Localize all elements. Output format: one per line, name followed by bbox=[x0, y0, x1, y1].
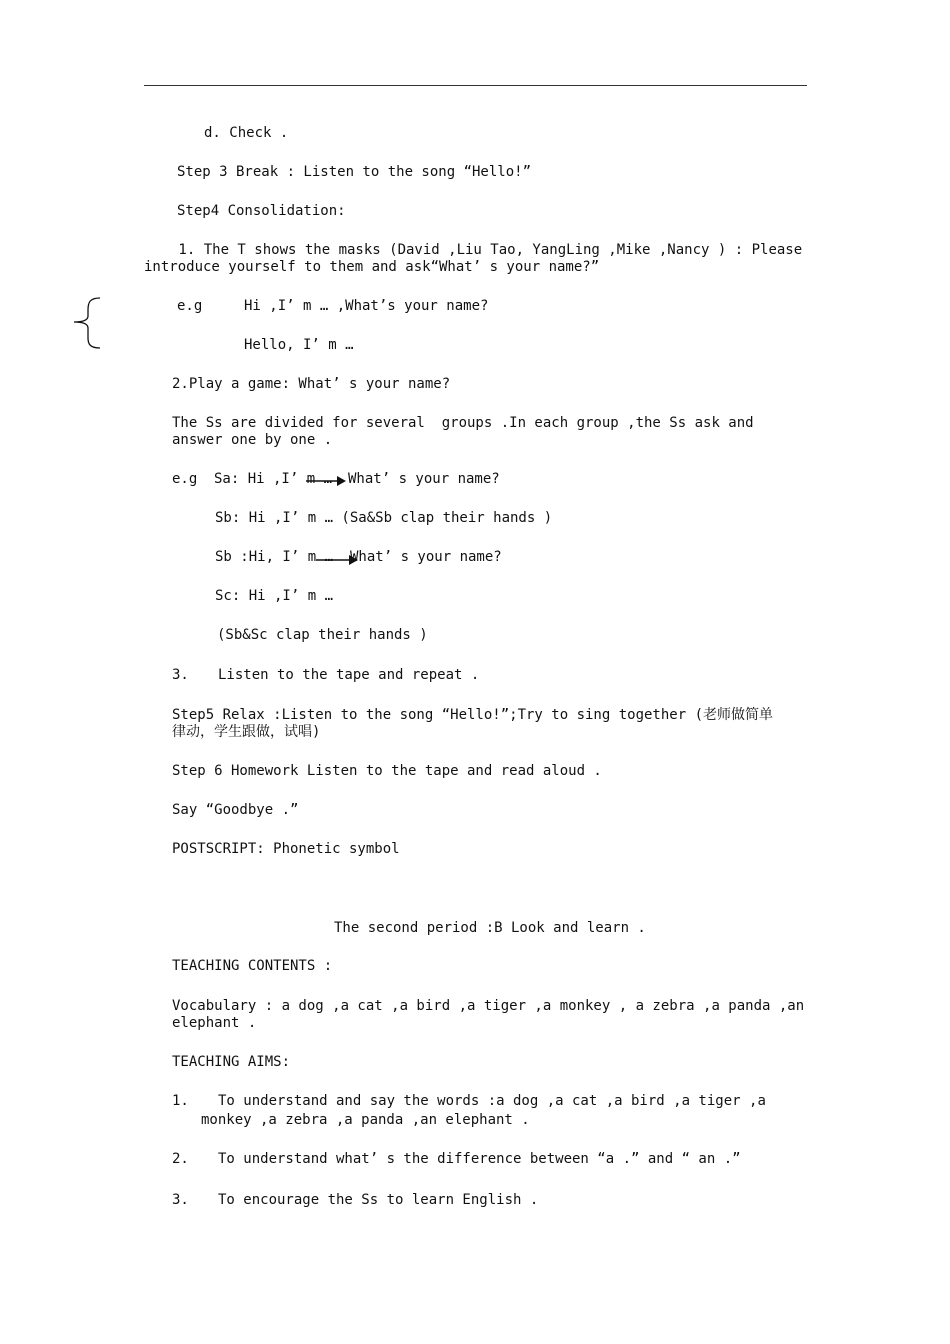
eg2-label: e.g bbox=[172, 471, 198, 487]
eg1-reply: Hello, I’ m … bbox=[244, 337, 354, 353]
sb-question: What’ s your name? bbox=[350, 549, 502, 565]
arrow-right-icon bbox=[306, 474, 348, 488]
item1-line2: introduce yourself to them and ask“What’ s your name?” bbox=[144, 259, 600, 275]
aim3-number: 3. bbox=[172, 1192, 189, 1208]
item3-text: Listen to the tape and repeat . bbox=[218, 667, 480, 683]
left-brace-icon bbox=[70, 296, 104, 350]
sb-line2: Sb :Hi, I’ m … bbox=[215, 549, 334, 565]
period-title: The second period :B Look and learn . bbox=[334, 920, 646, 936]
step5-line1: Step5 Relax :Listen to the song “Hello!”;Try to sing together (老师做简单 bbox=[172, 707, 774, 723]
eg1-text: Hi ,I’ m … ,What’s your name? bbox=[244, 298, 489, 314]
say-goodbye: Say “Goodbye .” bbox=[172, 802, 299, 818]
header-rule bbox=[144, 85, 807, 86]
teaching-aims-heading: TEACHING AIMS: bbox=[172, 1054, 291, 1070]
groups-line1: The Ss are divided for several groups .In each group ,the Ss ask and bbox=[172, 415, 754, 431]
sb-line1: Sb: Hi ,I’ m … (Sa&Sb clap their hands ) bbox=[215, 510, 553, 526]
teaching-contents-heading: TEACHING CONTENTS : bbox=[172, 958, 333, 974]
step-check: d. Check . bbox=[204, 125, 289, 141]
item3-number: 3. bbox=[172, 667, 189, 683]
postscript: POSTSCRIPT: Phonetic symbol bbox=[172, 841, 400, 857]
aim3-text: To encourage the Ss to learn English . bbox=[218, 1192, 539, 1208]
step5-line2: 律动，学生跟做，试唱) bbox=[172, 724, 321, 740]
sa-line: Sa: Hi ,I’ m … bbox=[214, 471, 333, 487]
vocabulary-line2: elephant . bbox=[172, 1015, 257, 1031]
aim1-number: 1. bbox=[172, 1093, 189, 1109]
aim1-line1: To understand and say the words :a dog ,a cat ,a bird ,a tiger ,a bbox=[218, 1093, 766, 1109]
item2-heading: 2.Play a game: What’ s your name? bbox=[172, 376, 451, 392]
item1-line1: 1. The T shows the masks (David ,Liu Tao, YangLing ,Mike ,Nancy ) : Please bbox=[170, 242, 803, 258]
step3-heading: Step 3 Break : Listen to the song “Hello!” bbox=[177, 164, 532, 180]
sa-question: What’ s your name? bbox=[348, 471, 500, 487]
sc-line: Sc: Hi ,I’ m … bbox=[215, 588, 334, 604]
groups-line2: answer one by one . bbox=[172, 432, 333, 448]
aim1-line2: monkey ,a zebra ,a panda ,an elephant . bbox=[201, 1112, 530, 1128]
vocabulary-line1: Vocabulary : a dog ,a cat ,a bird ,a tiger ,a monkey , a zebra ,a panda ,an bbox=[172, 998, 805, 1014]
aim2-text: To understand what’ s the difference between “a .” and “ an .” bbox=[218, 1151, 741, 1167]
aim2-number: 2. bbox=[172, 1151, 189, 1167]
sb-sc-note: (Sb&Sc clap their hands ) bbox=[217, 627, 428, 643]
eg1-label: e.g bbox=[177, 298, 203, 314]
step4-heading: Step4 Consolidation: bbox=[177, 203, 346, 219]
step6-heading: Step 6 Homework Listen to the tape and read aloud . bbox=[172, 763, 602, 779]
